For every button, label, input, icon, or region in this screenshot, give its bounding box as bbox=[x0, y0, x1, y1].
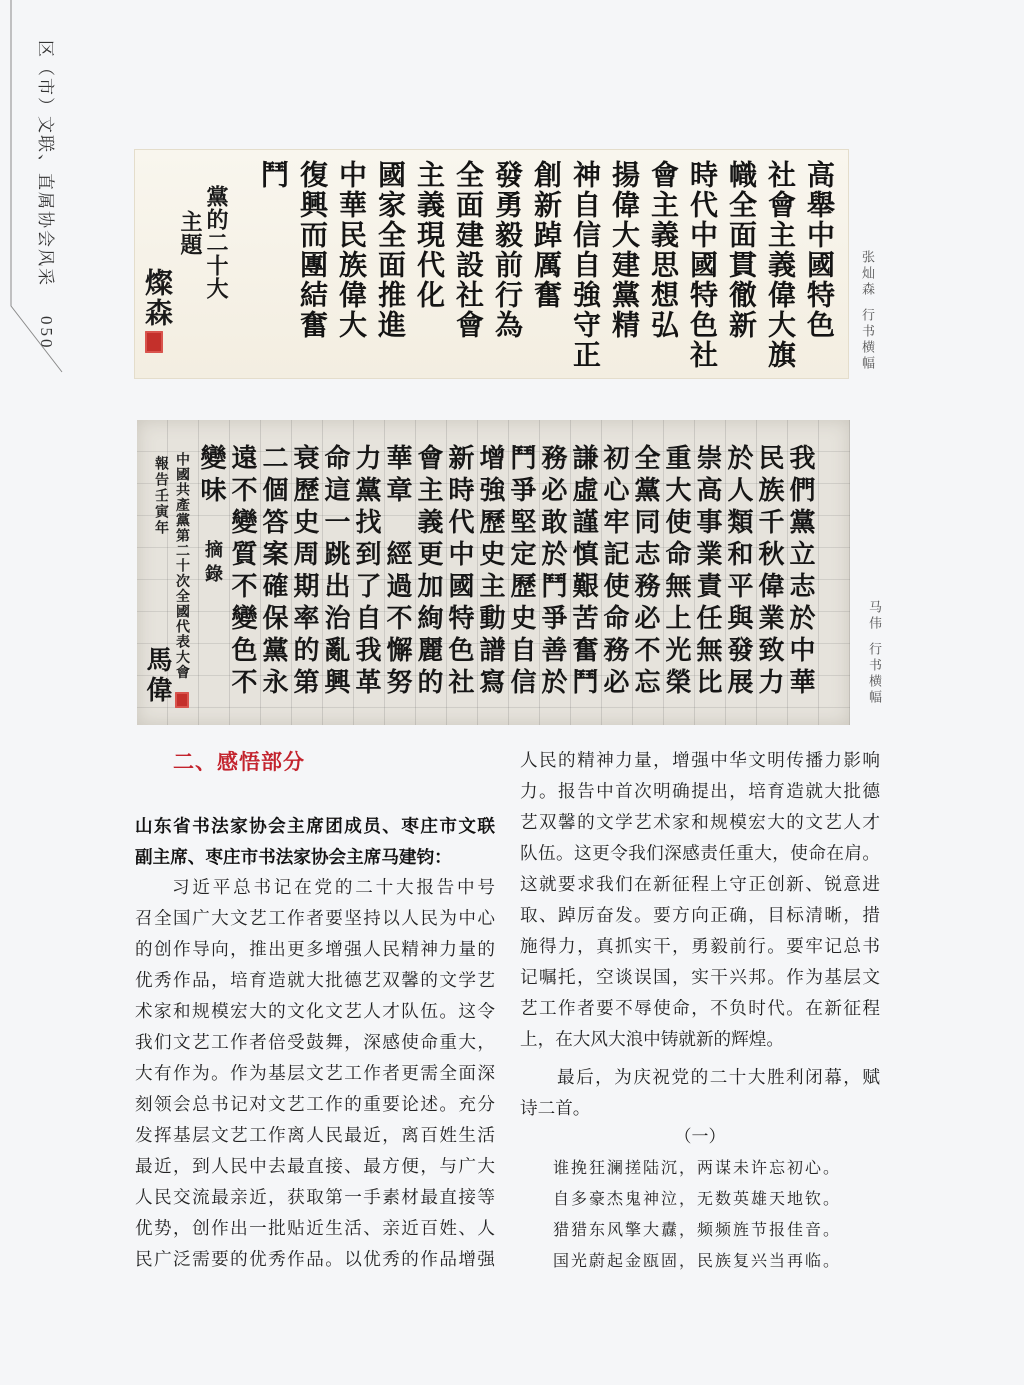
calligraphy-column: 新時代中國特色社 bbox=[445, 444, 474, 700]
caption-artist: 马伟 bbox=[867, 600, 882, 632]
body-line: 术家和规模宏大的文化文艺人才队伍。这令 bbox=[135, 1001, 495, 1021]
calligraphy-inscription: 黨的二十大 bbox=[204, 185, 229, 300]
body-line: 优势，创作出一批贴近生活、亲近百姓、人 bbox=[135, 1218, 495, 1238]
page-number: 050 bbox=[37, 316, 56, 351]
body-line: 艺工作者要不辱使命，不负时代。在新征程 bbox=[520, 998, 880, 1018]
seal-icon bbox=[145, 331, 163, 353]
calligraphy-column: 華章 經過不懈努 bbox=[383, 444, 412, 700]
calligraphy-column: 衰歷史周期率的第 bbox=[290, 444, 319, 700]
calligraphy-column: 增強歷史主動譜寫 bbox=[476, 444, 505, 700]
author-intro-line: 副主席、枣庄市书法家协会主席马建钧： bbox=[135, 847, 452, 867]
body-line: 诗二首。 bbox=[520, 1098, 591, 1118]
calligraphy-signature: 燦森 bbox=[141, 268, 172, 328]
body-line: 我们文艺工作者倍受鼓舞，深感使命重大， bbox=[135, 1032, 495, 1052]
body-line: 发挥基层文艺工作离人民最近，离百姓生活 bbox=[135, 1125, 495, 1145]
body-line: 刻领会总书记对文艺工作的重要论述。充分 bbox=[135, 1094, 495, 1114]
poem-line: 国光蔚起金瓯固，民族复兴当再临。 bbox=[553, 1253, 842, 1270]
author-intro-line: 山东省书法家协会主席团成员、枣庄市文联 bbox=[135, 816, 495, 836]
calligraphy-column: 時代中國特色社 bbox=[686, 160, 717, 370]
body-line: 召全国广大文艺工作者要坚持以人民为中心 bbox=[135, 908, 495, 928]
running-head-section: 区（市）文联、直属协会风采 bbox=[36, 40, 55, 287]
calligraphy-column: 中華民族偉大 bbox=[335, 160, 366, 340]
calligraphy-column: 初心牢記使命務必 bbox=[600, 444, 629, 700]
calligraphy-column: 變味 bbox=[197, 444, 226, 508]
calligraphy-column: 力黨找到了自我革 bbox=[352, 444, 381, 700]
calligraphy-signature: 馬偉 bbox=[143, 646, 172, 706]
closing-paragraph bbox=[520, 1062, 880, 1124]
poem bbox=[553, 1153, 873, 1277]
calligraphy-artwork-2 bbox=[137, 420, 850, 725]
calligraphy-column: 重大使命無上光榮 bbox=[662, 444, 691, 700]
calligraphy-column: 命這一跳出治亂興 bbox=[321, 444, 350, 700]
calligraphy-column: 復興而團結奮 bbox=[296, 160, 327, 340]
body-line: 优秀作品，培育造就大批德艺双馨的文学艺 bbox=[135, 970, 495, 990]
calligraphy-column: 謙虛謹慎艱苦奮鬥 bbox=[569, 444, 598, 700]
calligraphy-column: 於人類和平與發展 bbox=[724, 444, 753, 700]
body-line: 习近平总书记在党的二十大报告中号 bbox=[172, 877, 495, 897]
caption-type: 行书横幅 bbox=[860, 308, 875, 372]
article-body-left bbox=[135, 872, 495, 1275]
poem-line: 自多豪杰鬼神泣，无数英雄天地钦。 bbox=[553, 1191, 842, 1208]
calligraphy-inscription: 主題 bbox=[178, 210, 203, 256]
body-line: 人民的精神力量，增强中华文明传播力影响 bbox=[520, 750, 880, 770]
calligraphy-column: 發勇毅前行為 bbox=[491, 160, 522, 340]
calligraphy-column: 會主義思想弘 bbox=[647, 160, 678, 340]
calligraphy-excerpt-note: 摘錄 bbox=[203, 540, 223, 588]
body-line: 大有作为。作为基层文艺工作者更需全面深 bbox=[135, 1063, 495, 1083]
calligraphy-column: 二個答案確保黨永 bbox=[259, 444, 288, 700]
calligraphy-column: 鬥 bbox=[257, 160, 288, 190]
author-intro bbox=[135, 811, 495, 873]
calligraphy-columns bbox=[253, 160, 838, 378]
body-line: 艺双馨的文学艺术家和规模宏大的文艺人才 bbox=[520, 812, 880, 832]
body-line: 民广泛需要的优秀作品。以优秀的作品增强 bbox=[135, 1249, 495, 1269]
caption-type: 行书横幅 bbox=[867, 642, 882, 706]
calligraphy-column: 主義現代化 bbox=[413, 160, 444, 310]
body-line: 取、踔厉奋发。要方向正确，目标清晰，措 bbox=[520, 905, 880, 925]
poem-line: 猎猎东风擎大纛，频频旌节报佳音。 bbox=[553, 1222, 842, 1239]
body-line: 人民交流最亲近，获取第一手素材最直接等 bbox=[135, 1187, 495, 1207]
artwork-caption-1 bbox=[859, 250, 875, 380]
calligraphy-column: 社會主義偉大旗 bbox=[764, 160, 795, 370]
body-line: 最近，到人民中去最直接、最方便，与广大 bbox=[135, 1156, 495, 1176]
calligraphy-inscription: 報告壬寅年 bbox=[153, 456, 168, 536]
poem-title: （一） bbox=[674, 1127, 726, 1146]
calligraphy-column: 鬥爭堅定歷史自信 bbox=[507, 444, 536, 700]
calligraphy-column: 全黨同志務必不忘 bbox=[631, 444, 660, 700]
calligraphy-column: 高舉中國特色 bbox=[803, 160, 834, 340]
seal-icon bbox=[175, 692, 189, 708]
calligraphy-artwork-1 bbox=[135, 150, 848, 378]
body-line: 队伍。这更令我们深感责任重大，使命在肩。 bbox=[520, 843, 880, 863]
body-line: 这就要求我们在新征程上守正创新、锐意进 bbox=[520, 874, 880, 894]
body-line: 最后，为庆祝党的二十大胜利闭幕，赋 bbox=[557, 1067, 880, 1087]
poem-line: 谁挽狂澜搓陆沉，两谋未许忘初心。 bbox=[553, 1160, 842, 1177]
calligraphy-column: 遠不變質不變色不 bbox=[228, 444, 257, 700]
artwork-caption-2 bbox=[866, 600, 882, 730]
calligraphy-column: 全面建設社會 bbox=[452, 160, 483, 340]
calligraphy-column: 我們黨立志於中華 bbox=[786, 444, 815, 700]
article-body-right bbox=[520, 745, 880, 1055]
calligraphy-column: 幟全面貫徹新 bbox=[725, 160, 756, 340]
body-line: 上，在大风大浪中铸就新的辉煌。 bbox=[520, 1029, 784, 1049]
body-line: 记嘱托，空谈误国，实干兴邦。作为基层文 bbox=[520, 967, 880, 987]
calligraphy-column: 崇高事業責任無比 bbox=[693, 444, 722, 700]
caption-artist: 张灿森 bbox=[860, 250, 875, 298]
calligraphy-columns bbox=[196, 444, 816, 714]
calligraphy-column: 國家全面推進 bbox=[374, 160, 405, 340]
calligraphy-column: 神自信自強守正 bbox=[569, 160, 600, 370]
calligraphy-column: 民族千秋偉業致力 bbox=[755, 444, 784, 700]
calligraphy-column: 揚偉大建黨精 bbox=[608, 160, 639, 340]
section-heading: 二、感悟部分 bbox=[173, 750, 305, 774]
body-line: 力。报告中首次明确提出，培育造就大批德 bbox=[520, 781, 880, 801]
calligraphy-inscription: 中國共產黨第二十次全國代表大會 bbox=[174, 452, 189, 680]
body-line: 的创作导向，推出更多增强人民精神力量的 bbox=[135, 939, 495, 959]
calligraphy-column: 會主義更加絢麗的 bbox=[414, 444, 443, 700]
calligraphy-column: 務必敢於鬥爭善於 bbox=[538, 444, 567, 700]
body-line: 施得力，真抓实干，勇毅前行。要牢记总书 bbox=[520, 936, 880, 956]
calligraphy-column: 創新踔厲奮 bbox=[530, 160, 561, 310]
